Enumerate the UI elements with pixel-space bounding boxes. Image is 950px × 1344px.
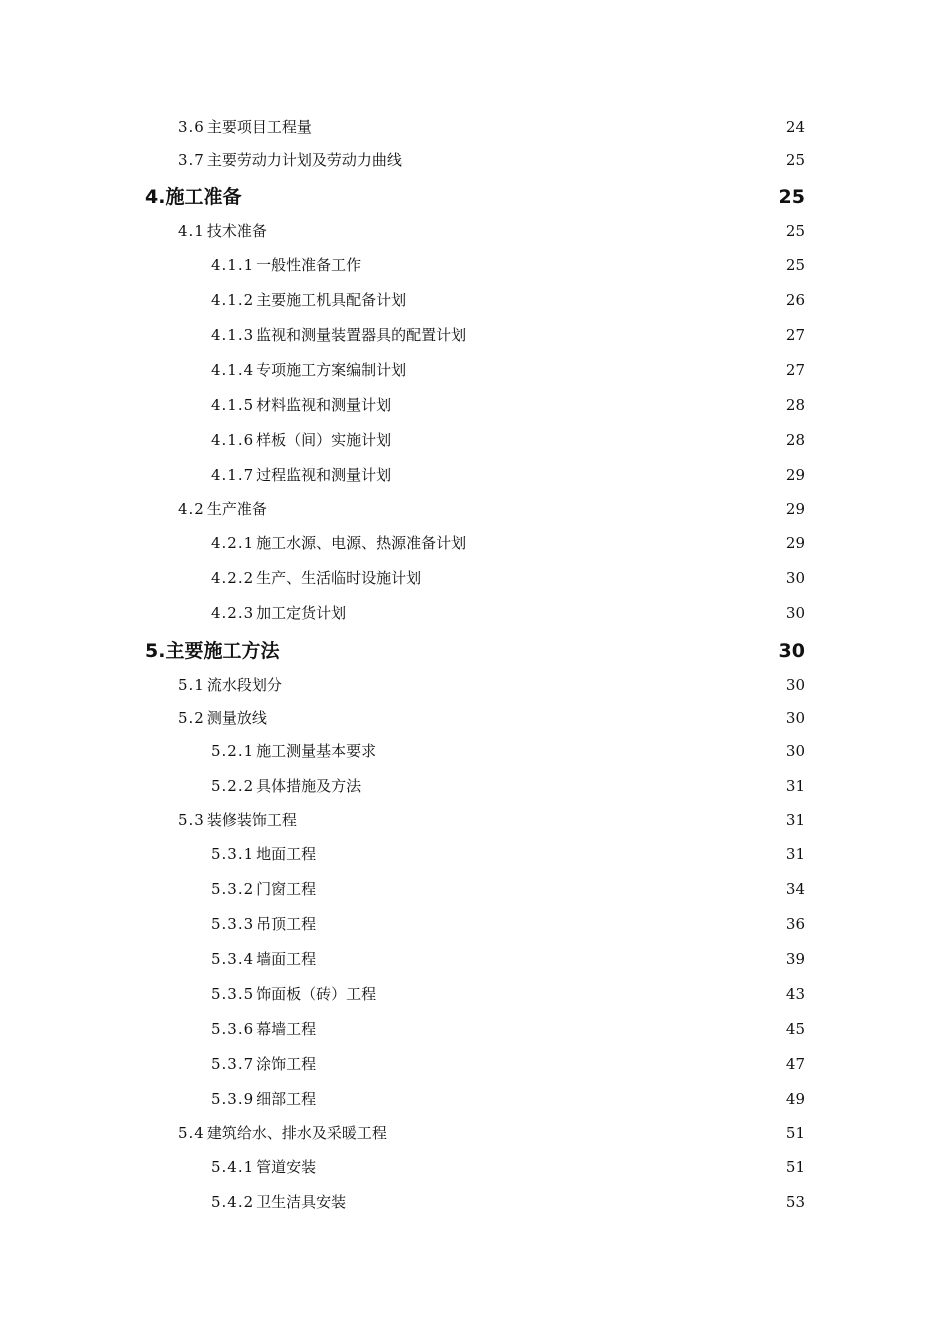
toc-title: 加工定货计划: [256, 604, 347, 622]
toc-title: 样板（间）实施计划: [256, 431, 392, 449]
toc-entry-5-2[interactable]: [178, 707, 805, 728]
toc-number: 4.1.4: [211, 361, 255, 379]
toc-title: 一般性准备工作: [256, 256, 362, 274]
toc-title: 材料监视和测量计划: [256, 396, 392, 414]
toc-title: 流水段划分: [206, 676, 282, 694]
toc-title: 主要项目工程量: [206, 118, 312, 136]
toc-entry-4-2[interactable]: [178, 498, 805, 519]
toc-title: 生产、生活临时设施计划: [256, 569, 422, 587]
toc-title: 生产准备: [206, 500, 267, 518]
toc-title: 细部工程: [256, 1090, 317, 1108]
toc-page-number: 31: [785, 845, 805, 863]
toc-entry-5-3-7[interactable]: [211, 1053, 805, 1074]
toc-number: 4.1.2: [211, 291, 255, 309]
toc-entry-5-3-4[interactable]: [211, 948, 805, 969]
toc-title: 过程监视和测量计划: [256, 466, 392, 484]
toc-number: 5.3.9: [211, 1090, 255, 1108]
toc-entry-4-1-7[interactable]: [211, 464, 805, 485]
toc-title: 幕墙工程: [256, 1020, 317, 1038]
toc-page-number: 47: [785, 1055, 805, 1073]
toc-number: 4.1: [178, 222, 205, 240]
toc-number: 4.1.7: [211, 466, 255, 484]
toc-title: 专项施工方案编制计划: [256, 361, 407, 379]
toc-entry-5-3-5[interactable]: [211, 983, 805, 1004]
toc-title: 主要施工机具配备计划: [256, 291, 407, 309]
toc-page-number: 30: [785, 742, 805, 760]
toc-number: 3.6: [178, 118, 205, 136]
toc-entry-5-1[interactable]: [178, 674, 805, 695]
toc-number: 5.3.3: [211, 915, 255, 933]
toc-title: 卫生洁具安装: [256, 1193, 347, 1211]
toc-title: 墙面工程: [256, 950, 317, 968]
toc-number: 5.2: [178, 709, 205, 727]
toc-number: 5.2.1: [211, 742, 255, 760]
toc-page-number: 28: [785, 431, 805, 449]
toc-number: 5.3.4: [211, 950, 255, 968]
toc-entry-3-7[interactable]: [178, 149, 805, 170]
toc-number: 4.2.3: [211, 604, 255, 622]
toc-number: 5.3.7: [211, 1055, 255, 1073]
toc-entry-5-3-6[interactable]: [211, 1018, 805, 1039]
toc-page-number: 29: [785, 534, 805, 552]
toc-entry-5-4-1[interactable]: [211, 1156, 805, 1177]
toc-page-number: 25: [785, 256, 805, 274]
toc-entry-4-2-2[interactable]: [211, 567, 805, 588]
toc-number: 4.1.1: [211, 256, 255, 274]
toc-page-number: 24: [785, 118, 805, 136]
toc-page-number: 29: [785, 466, 805, 484]
toc-title: 饰面板（砖）工程: [256, 985, 377, 1003]
toc-chapter-5[interactable]: [145, 636, 805, 663]
toc-entry-5-3-1[interactable]: [211, 843, 805, 864]
toc-entry-4-1-6[interactable]: [211, 429, 805, 450]
toc-page-number: 30: [785, 709, 805, 727]
toc-page-number: 30: [778, 640, 805, 662]
toc-number: 5.4: [178, 1124, 205, 1142]
toc-number: 5.4.2: [211, 1193, 255, 1211]
toc-number: 5.3.5: [211, 985, 255, 1003]
toc-entry-4-1-2[interactable]: [211, 289, 805, 310]
toc-title: 技术准备: [206, 222, 267, 240]
toc-number: 5.2.2: [211, 777, 255, 795]
toc-number: 4.2.1: [211, 534, 255, 552]
toc-title: 测量放线: [206, 709, 267, 727]
toc-page-number: 53: [785, 1193, 805, 1211]
toc-page-number: 36: [785, 915, 805, 933]
toc-entry-4-1-1[interactable]: [211, 254, 805, 275]
toc-title: 涂饰工程: [256, 1055, 317, 1073]
toc-page-number: 27: [785, 326, 805, 344]
toc-number: 4.1.5: [211, 396, 255, 414]
toc-entry-5-2-2[interactable]: [211, 775, 805, 796]
toc-number: 5.4.1: [211, 1158, 255, 1176]
toc-number: 4.1.3: [211, 326, 255, 344]
toc-page-number: 27: [785, 361, 805, 379]
toc-title: 具体措施及方法: [256, 777, 362, 795]
toc-title: 吊顶工程: [256, 915, 317, 933]
toc-page-number: 30: [785, 676, 805, 694]
toc-number: 4.2.2: [211, 569, 255, 587]
toc-number: 4.: [145, 186, 166, 208]
toc-entry-5-3[interactable]: [178, 809, 805, 830]
toc-entry-4-2-1[interactable]: [211, 532, 805, 553]
toc-page-number: 25: [785, 151, 805, 169]
toc-number: 3.7: [178, 151, 205, 169]
toc-page-number: 30: [785, 604, 805, 622]
toc-page-number: 29: [785, 500, 805, 518]
toc-entry-4-1[interactable]: [178, 220, 805, 241]
toc-entry-4-2-3[interactable]: [211, 602, 805, 623]
toc-page-number: 25: [785, 222, 805, 240]
toc-entry-5-2-1[interactable]: [211, 740, 805, 761]
toc-title: 施工测量基本要求: [256, 742, 377, 760]
toc-number: 5.3.6: [211, 1020, 255, 1038]
toc-title: 主要劳动力计划及劳动力曲线: [206, 151, 402, 169]
toc-page-number: 43: [785, 985, 805, 1003]
toc-number: 5.: [145, 640, 166, 662]
toc-page-number: 31: [785, 777, 805, 795]
toc-page-number: 39: [785, 950, 805, 968]
toc-page-number: 25: [778, 186, 805, 208]
toc-entry-5-3-3[interactable]: [211, 913, 805, 934]
toc-page-number: 28: [785, 396, 805, 414]
toc-page-number: 34: [785, 880, 805, 898]
toc-page-number: 49: [785, 1090, 805, 1108]
toc-number: 5.3: [178, 811, 205, 829]
toc-number: 5.1: [178, 676, 205, 694]
toc-page-number: 51: [785, 1158, 805, 1176]
toc-page-number: 26: [785, 291, 805, 309]
toc-title: 建筑给水、排水及采暖工程: [206, 1124, 387, 1142]
toc-title: 监视和测量装置器具的配置计划: [256, 326, 467, 344]
toc-page-number: 31: [785, 811, 805, 829]
toc-title: 施工准备: [165, 186, 242, 208]
toc-number: 4.2: [178, 500, 205, 518]
toc-entry-5-3-2[interactable]: [211, 878, 805, 899]
toc-title: 管道安装: [256, 1158, 317, 1176]
toc-title: 门窗工程: [256, 880, 317, 898]
toc-entry-3-6[interactable]: [178, 116, 805, 137]
toc-number: 4.1.6: [211, 431, 255, 449]
toc-chapter-4[interactable]: [145, 182, 805, 209]
toc-page-number: 45: [785, 1020, 805, 1038]
toc-title: 施工水源、电源、热源准备计划: [256, 534, 467, 552]
toc-entry-5-4-2[interactable]: [211, 1191, 805, 1212]
toc-entry-4-1-5[interactable]: [211, 394, 805, 415]
toc-number: 5.3.1: [211, 845, 255, 863]
toc-number: 5.3.2: [211, 880, 255, 898]
toc-title: 装修装饰工程: [206, 811, 297, 829]
toc-title: 主要施工方法: [165, 640, 280, 662]
toc-entry-4-1-4[interactable]: [211, 359, 805, 380]
toc-title: 地面工程: [256, 845, 317, 863]
toc-entry-5-4[interactable]: [178, 1122, 805, 1143]
toc-page-number: 30: [785, 569, 805, 587]
toc-entry-5-3-9[interactable]: [211, 1088, 805, 1109]
toc-entry-4-1-3[interactable]: [211, 324, 805, 345]
toc-page-number: 51: [785, 1124, 805, 1142]
